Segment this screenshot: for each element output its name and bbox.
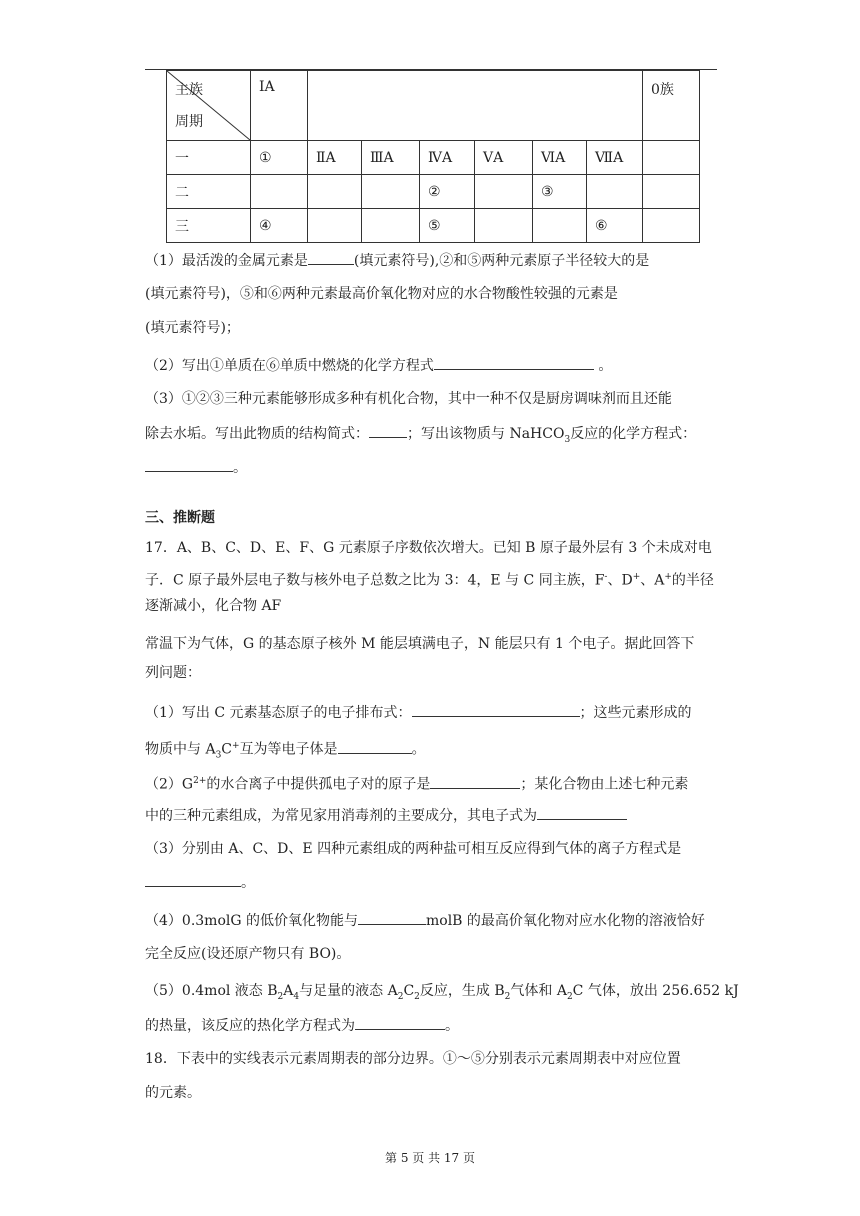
table-cell	[643, 209, 700, 243]
table-cell: ⅥA	[533, 141, 587, 175]
page-footer: 第 5 页 共 17 页	[385, 1151, 475, 1165]
table-cell: ⑤	[420, 209, 475, 243]
table-cell: ⅤA	[475, 141, 533, 175]
answer-blank[interactable]	[145, 457, 233, 472]
period-label: 三	[167, 209, 251, 243]
q16-part3-line2: 除去水垢。写出此物质的结构简式： ；写出该物质与 NaHCO$_3$反应的化学方程式：	[145, 423, 696, 450]
table-cell: ③	[533, 175, 587, 209]
q17-part1-line2: 物质中与 $A_3C^+$互为等电子体是 。	[145, 736, 426, 765]
answer-blank[interactable]	[430, 774, 520, 789]
answer-blank[interactable]	[537, 805, 627, 820]
q16-part1-line3: (填元素符号)；	[145, 320, 240, 336]
q16-part1-line1: （1）最活泼的金属元素是 (填元素符号),②和⑤两种元素原子半径较大的是	[145, 250, 649, 271]
table-cell: ⅢA	[362, 141, 420, 175]
q17-part3-line2: 。	[145, 872, 255, 893]
table-cell	[533, 209, 587, 243]
q17-part2-line1: $(2)G^{2+}$的水合离子中提供孤电子对的原子是 ；某化合物由上述七种元素	[145, 771, 688, 795]
answer-blank[interactable]	[355, 1015, 445, 1030]
corner-label-group: 主族	[175, 82, 203, 98]
corner-label-period: 周期	[175, 114, 203, 130]
table-cell: ⅡA	[308, 141, 362, 175]
header-blank	[308, 71, 643, 141]
q16-part2: （2）写出①单质在⑥单质中燃烧的化学方程式 。	[145, 355, 612, 376]
answer-blank[interactable]	[434, 355, 594, 370]
q17-part5-line2: 的热量，该反应的热化学方程式为 。	[145, 1015, 459, 1036]
table-cell: ⅣA	[420, 141, 475, 175]
q17-line1: 17．A、B、C、D、E、F、G 元素原子序数依次增大。已知 B 原子最外层有 3 个未成对电	[145, 540, 712, 556]
q16-part1-line2: (填元素符号)，⑤和⑥两种元素最高价氧化物对应的水合物酸性较强的元素是	[145, 286, 618, 302]
period-label: 一	[167, 141, 251, 175]
table-cell: ⑥	[587, 209, 643, 243]
answer-blank[interactable]	[369, 423, 407, 438]
table-cell: ②	[420, 175, 475, 209]
table-cell	[643, 141, 700, 175]
q17-line4: 常温下为气体，G 的基态原子核外 M 能层填满电子，N 能层只有 1 个电子。据此回答下	[145, 636, 695, 652]
table-row	[167, 175, 700, 209]
table-cell	[475, 175, 533, 209]
q18-line1: 18．下表中的实线表示元素周期表的部分边界。①～⑤分别表示元素周期表中对应位置	[145, 1051, 681, 1067]
q16-part3-line3: 。	[145, 457, 247, 478]
q17-part1-line1: （1）写出 C 元素基态原子的电子排布式： ；这些元素形成的	[145, 702, 692, 723]
period-label: 二	[167, 175, 251, 209]
table-cell	[251, 175, 308, 209]
table-corner-cell	[167, 71, 251, 141]
table-row	[167, 141, 700, 175]
q17-part3-line1: （3）分别由 A、C、D、E 四种元素组成的两种盐可相互反应得到气体的离子方程式是	[145, 841, 682, 857]
q17-line3: 逐渐减小，化合物 AF	[145, 598, 282, 614]
q17-line2: 子．C 原子最外层电子数与核外电子总数之比为 3：4，E 与 C 同主族，F-、D+、A+的半径	[145, 572, 714, 589]
header-ia: ⅠA	[251, 71, 308, 141]
table-cell: ④	[251, 209, 308, 243]
table-cell: ①	[251, 141, 308, 175]
q16-part3-line1: （3）①②③三种元素能够形成多种有机化合物，其中一种不仅是厨房调味剂而且还能	[145, 391, 672, 407]
answer-blank[interactable]	[145, 872, 241, 887]
table-cell	[362, 209, 420, 243]
q17-part4-line1: （4）0.3molG 的低价氧化物能与 molB 的最高价氧化物对应水化物的溶液恰好	[145, 910, 705, 931]
answer-blank[interactable]	[358, 910, 426, 925]
answer-blank[interactable]	[308, 250, 354, 265]
q18-line2: 的元素。	[145, 1085, 201, 1101]
table-cell	[587, 175, 643, 209]
table-cell	[362, 175, 420, 209]
table-cell	[308, 175, 362, 209]
answer-blank[interactable]	[338, 739, 412, 754]
periodic-table-fragment	[166, 70, 700, 243]
table-row	[167, 209, 700, 243]
q17-part2-line2: 中的三种元素组成，为常见家用消毒剂的主要成分，其电子式为	[145, 805, 627, 826]
answer-blank[interactable]	[412, 702, 580, 717]
section-title: 三、推断题	[145, 510, 215, 526]
table-cell	[308, 209, 362, 243]
table-cell: ⅦA	[587, 141, 643, 175]
q17-part4-line2: 完全反应(设还原产物只有 BO)。	[145, 946, 351, 962]
q17-line5: 列问题：	[145, 665, 201, 681]
header-zero-group: 0族	[643, 71, 700, 141]
table-cell	[643, 175, 700, 209]
table-cell	[475, 209, 533, 243]
q17-part5-line1: （5）0.4mol 液态 $B_2A_4$与足量的液态 $A_2C_2$反应，生成 $B_2$气体和 $A_2C$ 气体，放出 256.652 kJ	[145, 983, 739, 1002]
